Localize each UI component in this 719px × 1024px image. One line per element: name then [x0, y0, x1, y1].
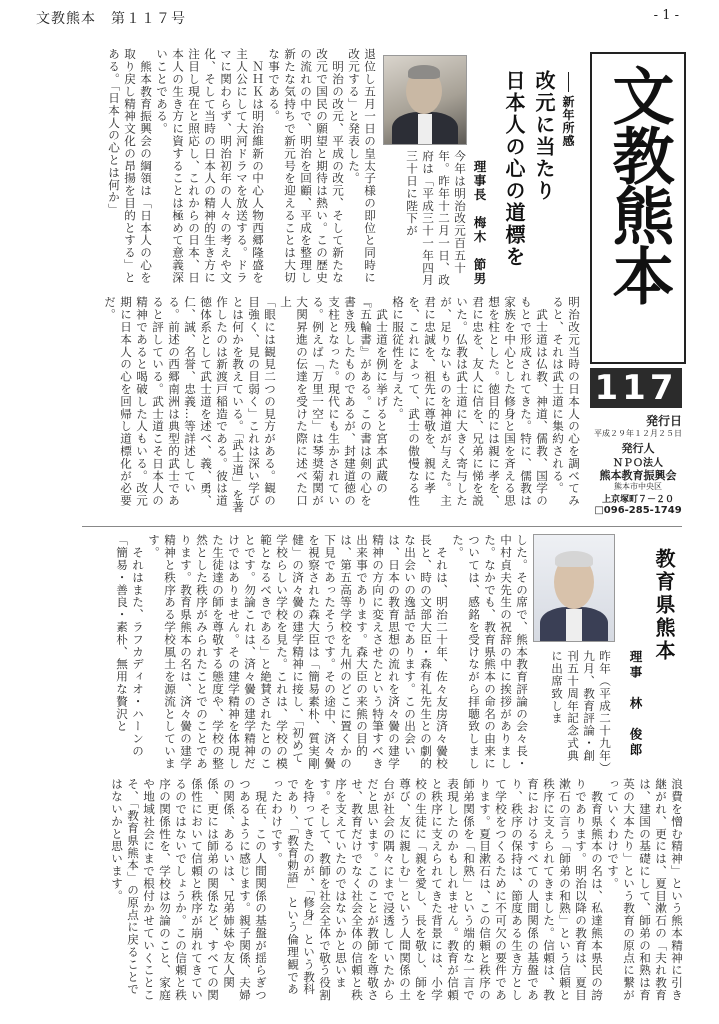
kicker-rule [568, 147, 569, 151]
article1-author-photo [383, 55, 467, 145]
masthead-box [590, 52, 686, 364]
issue-number: 117 [590, 368, 682, 408]
article2-author-photo [533, 534, 615, 642]
issue-date: 平成２９年１２月２５日 [594, 429, 682, 438]
address-line-1: 熊本市中央区 [614, 482, 662, 491]
article2-column-2: した。その席で、熊本教育評論の会々長・中村貞夫先生の祝辞の中に挨拶がありました。なかでも、教育県熊本の命名の由来については、感銘を受けながら拝聴致しました。 それは、明治二十年、佐々友房済々黌校長と、時の文部大臣・森有礼先生との劇的な出会いの逸話であります。この出会いは、日本の教育思想の流れを済々黌の建学精神の方向に変えさせたという特筆すべき出来事であります。森大臣の来熊の目的は、第五高等学校を九州のどこに置くかの下見であったそうです。その途中、済々黌を視察された森大臣は「簡易素朴、質実剛健」の済々黌の建学精神に接し、「初めて学校らしい学校を見た。これは、学校の模範となるべきである」と絶賛されたとのことです。勿論これは、済々黌の建学精神だけではありません。その建学精神を体現した生徒達の師を尊敬する態度や、学校の整然とした秩序がみられたことでのことであります。教育県熊本の名は、済々黌の建学精神と秩序ある学校風土を源流としています。 それはまた、ラフカディオ・ハーンの「簡易・善良・素朴、無用な贅沢と [115, 534, 529, 770]
issue-date-label: 発行日 [645, 414, 682, 428]
page-number: - 1 - [653, 8, 679, 23]
article2-column-1: 昨年（平成二十九年）九月、教育評論・創刊五十周年記念式典に出席致しま [550, 650, 612, 769]
publisher-name: 熊本教育振興会 [599, 469, 677, 482]
publisher-label: 発行人 [621, 442, 655, 455]
article2-column-3: 浪費を憎む精神」という熊本精神に引き継がれ、更には、夏目漱石の「夫れ教育は、建国の基礎にして、師弟の和熟は育英の大本たり」という教育の原点に繋がっていくわけです。 教育県熊本の名は、私達熊本県民の誇りであります。明治以降の教育は、夏目漱石の言う「師弟の和熟」という信頼と秩序に支えられてきました。信頼は、教育におけるすべての人間関係の基盤であり、秩序の保持は、節度ある生き方として学校をつくるために不可欠の要件であります。夏目漱石は、この信頼と秩序の師弟関係を「和熟」という端的な一言で表現したのかもしれません。教育が信頼と秩序に支えられてきた背景には、小学校の生徒に「親を愛し、長を敬し、師を尊び、友に親しむ」という人間関係の土台が社会の隅々にまで浸透していたからだと思います。このことが教師を尊敬させ、教育だけでなく社会全体の信頼と秩序を支えていたのではないかと思います。そして、教師を社会全体で敬う役割を持ってきたのが、「修身」という教科であり、「教育勅語」という倫理観であったわけです。 現在、この人間関係の基盤が揺らぎつつあるように感じます。親子関係、夫婦の関係、あるいは、兄弟姉妹や友人関係、更には師弟の関係など、すべての関係性において信頼と秩序が崩れてきているのではないでしょうか。この信頼と秩序の関係性を、学校は勿論のこと、家庭や地域社会にまで根付かせていくことこそ、「教育県熊本」の原点に戻ることではないかと思います。 [110, 778, 684, 1002]
publisher-org-type: ＮＰＯ法人 [613, 458, 663, 469]
masthead-title: 文教熊本 [602, 64, 675, 304]
article2-byline: 理事 林 俊郎 [628, 650, 643, 759]
article1-column-3: 明治改元当時の日本人の心を調べてみると、それは武士道に集約される。 武士道は仏教、神道、儒教、国学のもとで形成されてきた。特に、儒教は家族を中心とした修身と国を斉える思想を柱とした。徳目的には親に孝を、君に忠を、友人に信を、兄弟に悌を説いた。仏教は武士道に大きく寄与したが、足りないものを神道が与えた。主君に忠誠を、祖先に尊敬を、親に孝を、これによって、武士の傲慢なる性格に服従性を与えた。 武士道を例に挙げると宮本武蔵の『五輪書』がある。この書は剣の心を書き残したものであるが、封建道徳の支柱となった。現代にも生かされている。例えば「万里一空」は琴奨菊関が大関昇進の伝達を受けた際に述べた口上 「眼には観見二つの見方がある。観の目強く、見の目弱く」これは深い学びとは何かを教えている。「武士道」を著作したのは新渡戸稲造である。彼は道徳体系として武士道を述べ、義、勇、仁、誠、名誉、忠義…等詳述している。前述の西郷南洲は典型的武士であると評している。武士道こそ日本人の精神であると喝破した人もいる。改元期に日本人の心を回帰し道標化が必要だ。 [103, 296, 581, 514]
article1-title-line2: 日本人の心の道標を [502, 70, 526, 268]
phone-number: □096-285-1749 [594, 505, 682, 516]
article1-byline: 理事長 梅木 節男 [472, 160, 487, 286]
article1-column-1: 今年は明治改元百五十年。昨年十二月一日、政府は「平成三十一年四月三十日に陛下が [405, 150, 467, 287]
article1-title-line1: 改元に当たり [532, 70, 556, 202]
article1-kicker: 新年所感 [560, 62, 591, 151]
article1-column-2: 退位し五月一日の皇太子様の即位と同時に改元する」と発表した。 明治の改元、平成の改元、そして新たな改元で国民の願望と期待は熱い。この歴史の流れの中で、明治を回顧、平成を整理し新たな気持ちで新元号を迎えることは大切な事である。 ＮＨＫは明治維新の中心人物西郷隆盛を主人公にして大河ドラマを放送する。ドラマに関わらず、明治初年の人々の考えや文化、そして当時の日本人の精神的生き方に注目し現在と照応し、これからの日本、日本人の生き方に資することは極めて意義深いことである。 熊本教育振興会の綱領は「日本人の心を取り戻し精神文化の昂揚を目的とする」とある。「日本人の心とは何か」 [107, 48, 377, 284]
article2-title: 教育県熊本 [652, 548, 676, 663]
section-divider [82, 526, 682, 527]
running-title: 文教熊本 第１１７号 [36, 11, 186, 27]
address-line-2: 上京塚町７－２０ [601, 495, 674, 505]
kicker-rule [568, 72, 569, 92]
